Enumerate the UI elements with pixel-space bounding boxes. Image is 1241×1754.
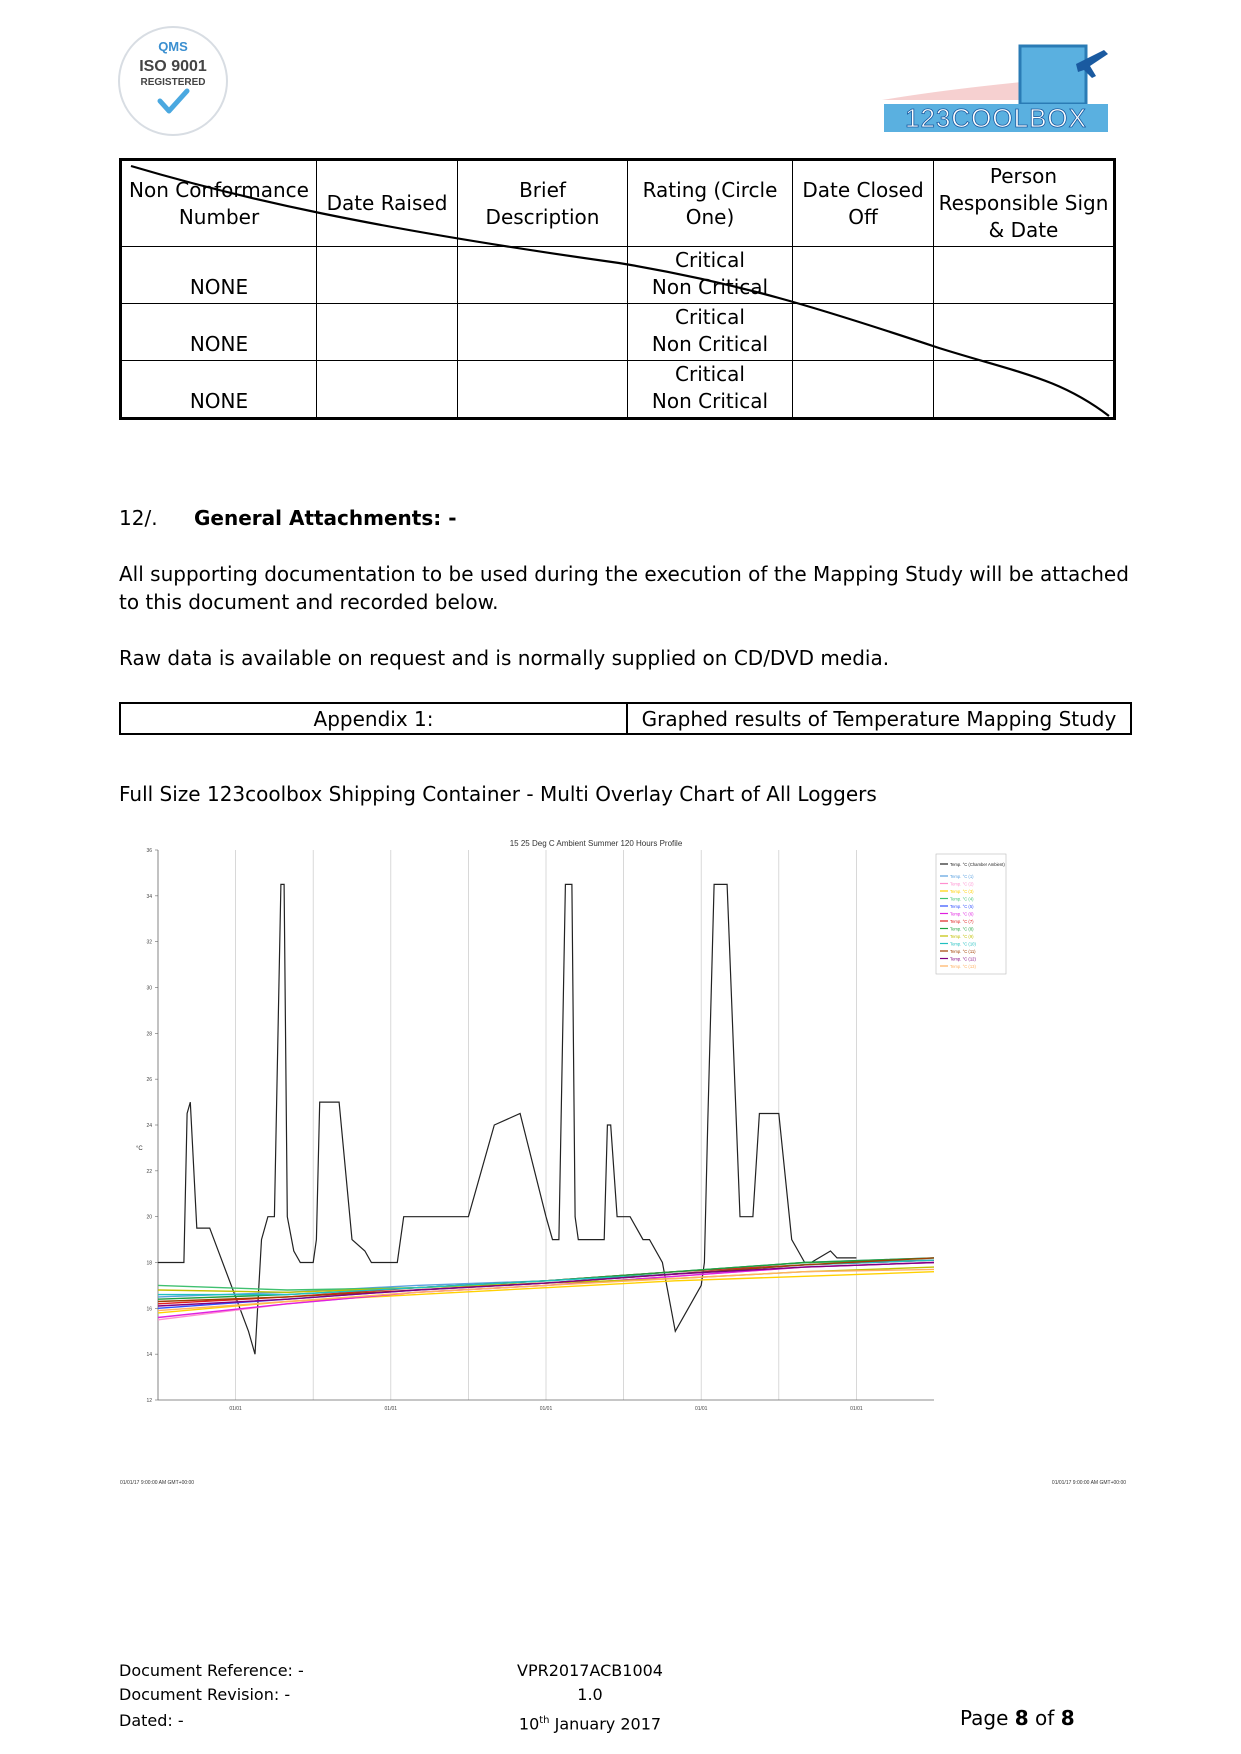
page-current: 8 (1014, 1706, 1029, 1730)
y-tick-label: 14 (146, 1352, 152, 1359)
legend-entry: Temp. °C (1) (950, 873, 974, 879)
person-cell[interactable] (934, 304, 1115, 361)
legend-entry: Temp. °C (Chamber Ambient) (950, 861, 1005, 867)
rating-critical: Critical (675, 248, 745, 272)
rating-cell (628, 361, 793, 419)
y-tick-label: 30 (146, 985, 152, 992)
swoosh (882, 82, 1022, 100)
chart-title: 15 25 Deg C Ambient Summer 120 Hours Profile (509, 839, 683, 848)
table-row (121, 247, 1115, 304)
y-tick-label: 20 (146, 1214, 152, 1221)
col-header-date-closed: Date Closed Off (793, 160, 934, 247)
y-tick-label: 12 (146, 1398, 152, 1404)
nc-number-cell: NONE (121, 304, 317, 361)
y-tick-label: 32 (146, 939, 152, 946)
legend-entry: Temp. °C (6) (950, 911, 974, 917)
rating-cell (628, 304, 793, 361)
brand-logo (882, 42, 1122, 137)
col-header-person-responsible: Person Responsible Sign & Date (934, 160, 1115, 247)
page-prefix: Page (960, 1706, 1015, 1730)
qms-iso-9001-logo (117, 25, 229, 137)
y-tick-label: 36 (146, 848, 152, 854)
legend-entry: Temp. °C (3) (950, 888, 974, 894)
section-number: 12/. (119, 506, 158, 530)
page-of: of (1028, 1706, 1061, 1730)
x-tick-label: 01/01 (229, 1406, 242, 1412)
temperature-chart (116, 832, 1134, 1492)
legend-entry: Temp. °C (9) (950, 933, 974, 939)
date-raised-cell[interactable] (317, 304, 458, 361)
y-tick-label: 22 (146, 1168, 152, 1175)
nc-number-cell: NONE (121, 247, 317, 304)
page-total: 8 (1060, 1706, 1075, 1730)
chart-legend (936, 854, 1006, 974)
appendix-table (119, 702, 1132, 735)
footer-doc-ref-label: Document Reference: - (119, 1661, 304, 1680)
date-raised-cell[interactable] (317, 247, 458, 304)
date-closed-cell[interactable] (793, 247, 934, 304)
rating-non-critical: Non Critical (651, 389, 769, 413)
brand-text: 123COOLBOX (905, 103, 1087, 133)
date-closed-cell[interactable] (793, 304, 934, 361)
legend-entry: Temp. °C (7) (950, 918, 974, 924)
legend-entry: Temp. °C (5) (950, 903, 974, 909)
x-tick-label: 01/01 (850, 1406, 863, 1412)
rating-critical: Critical (675, 362, 745, 386)
description-cell[interactable] (458, 361, 628, 419)
legend-entry: Temp. °C (11) (950, 948, 976, 954)
x-end-label: 01/01/17 9:00:00 AM GMT+00:00 (1051, 1480, 1126, 1486)
rating-non-critical: Non Critical (651, 332, 769, 356)
footer-doc-rev-label: Document Revision: - (119, 1685, 291, 1704)
table-row (121, 304, 1115, 361)
date-day: 10 (518, 1714, 540, 1734)
table-row (121, 361, 1115, 419)
legend-entry: Temp. °C (8) (950, 926, 974, 932)
non-conformance-table (119, 158, 1113, 420)
legend-entry: Temp. °C (10) (950, 941, 976, 947)
col-header-brief-description: Brief Description (458, 160, 628, 247)
date-closed-cell[interactable] (793, 361, 934, 419)
footer-doc-ref-value: VPR2017ACB1004 (517, 1661, 663, 1680)
x-tick-label: 01/01 (384, 1406, 398, 1412)
rating-non-critical: Non Critical (651, 275, 769, 299)
table-header-row (121, 160, 1115, 247)
appendix-label: Appendix 1: (120, 703, 627, 734)
person-cell[interactable] (934, 361, 1115, 419)
y-tick-label: 28 (146, 1031, 152, 1038)
date-raised-cell[interactable] (317, 361, 458, 419)
col-header-nc-number: Non Conformance Number (121, 160, 317, 247)
iso-text: ISO 9001 (139, 58, 207, 75)
col-header-date-raised: Date Raised (317, 160, 458, 247)
page-number (960, 1706, 1075, 1730)
date-rest: January 2017 (549, 1714, 662, 1734)
nc-number-cell: NONE (121, 361, 317, 419)
footer-doc-rev-value: 1.0 (577, 1685, 603, 1704)
person-cell[interactable] (934, 247, 1115, 304)
box-shape (1020, 46, 1086, 104)
legend-entry: Temp. °C (4) (950, 896, 974, 902)
description-cell[interactable] (458, 304, 628, 361)
y-tick-label: 18 (146, 1260, 152, 1267)
legend-entry: Temp. °C (2) (950, 881, 974, 887)
y-tick-label: 34 (146, 893, 152, 900)
registered-text: REGISTERED (140, 77, 206, 88)
raw-data-paragraph: Raw data is available on request and is normally supplied on CD/DVD media. (119, 646, 890, 670)
y-axis-label: °C (136, 1146, 143, 1152)
x-tick-label: 01/01 (539, 1406, 553, 1412)
supporting-docs-paragraph: All supporting documentation to be used during the execution of the Mapping Study will be attached to this document and recorded below. (119, 562, 1129, 614)
x-start-label: 01/01/17 9:00:00 AM GMT+00:00 (120, 1480, 195, 1486)
x-tick-label: 01/01 (694, 1406, 708, 1412)
legend-entry: Temp. °C (12) (950, 956, 976, 962)
footer-dated-label: Dated: - (119, 1711, 184, 1730)
section-title: General Attachments: - (194, 506, 457, 530)
description-cell[interactable] (458, 247, 628, 304)
rating-critical: Critical (675, 305, 745, 329)
qms-text: QMS (158, 39, 188, 54)
y-tick-label: 26 (146, 1077, 152, 1084)
legend-entry: Temp. °C (13) (950, 963, 976, 969)
chart-heading: Full Size 123coolbox Shipping Container - Multi Overlay Chart of All Loggers (119, 782, 877, 806)
date-suffix: th (539, 1715, 550, 1726)
col-header-rating: Rating (Circle One) (628, 160, 793, 247)
y-tick-label: 24 (146, 1123, 152, 1129)
footer-dated-value (470, 1710, 710, 1735)
appendix-value: Graphed results of Temperature Mapping Study (627, 703, 1131, 734)
y-tick-label: 16 (146, 1306, 152, 1313)
rating-cell (628, 247, 793, 304)
